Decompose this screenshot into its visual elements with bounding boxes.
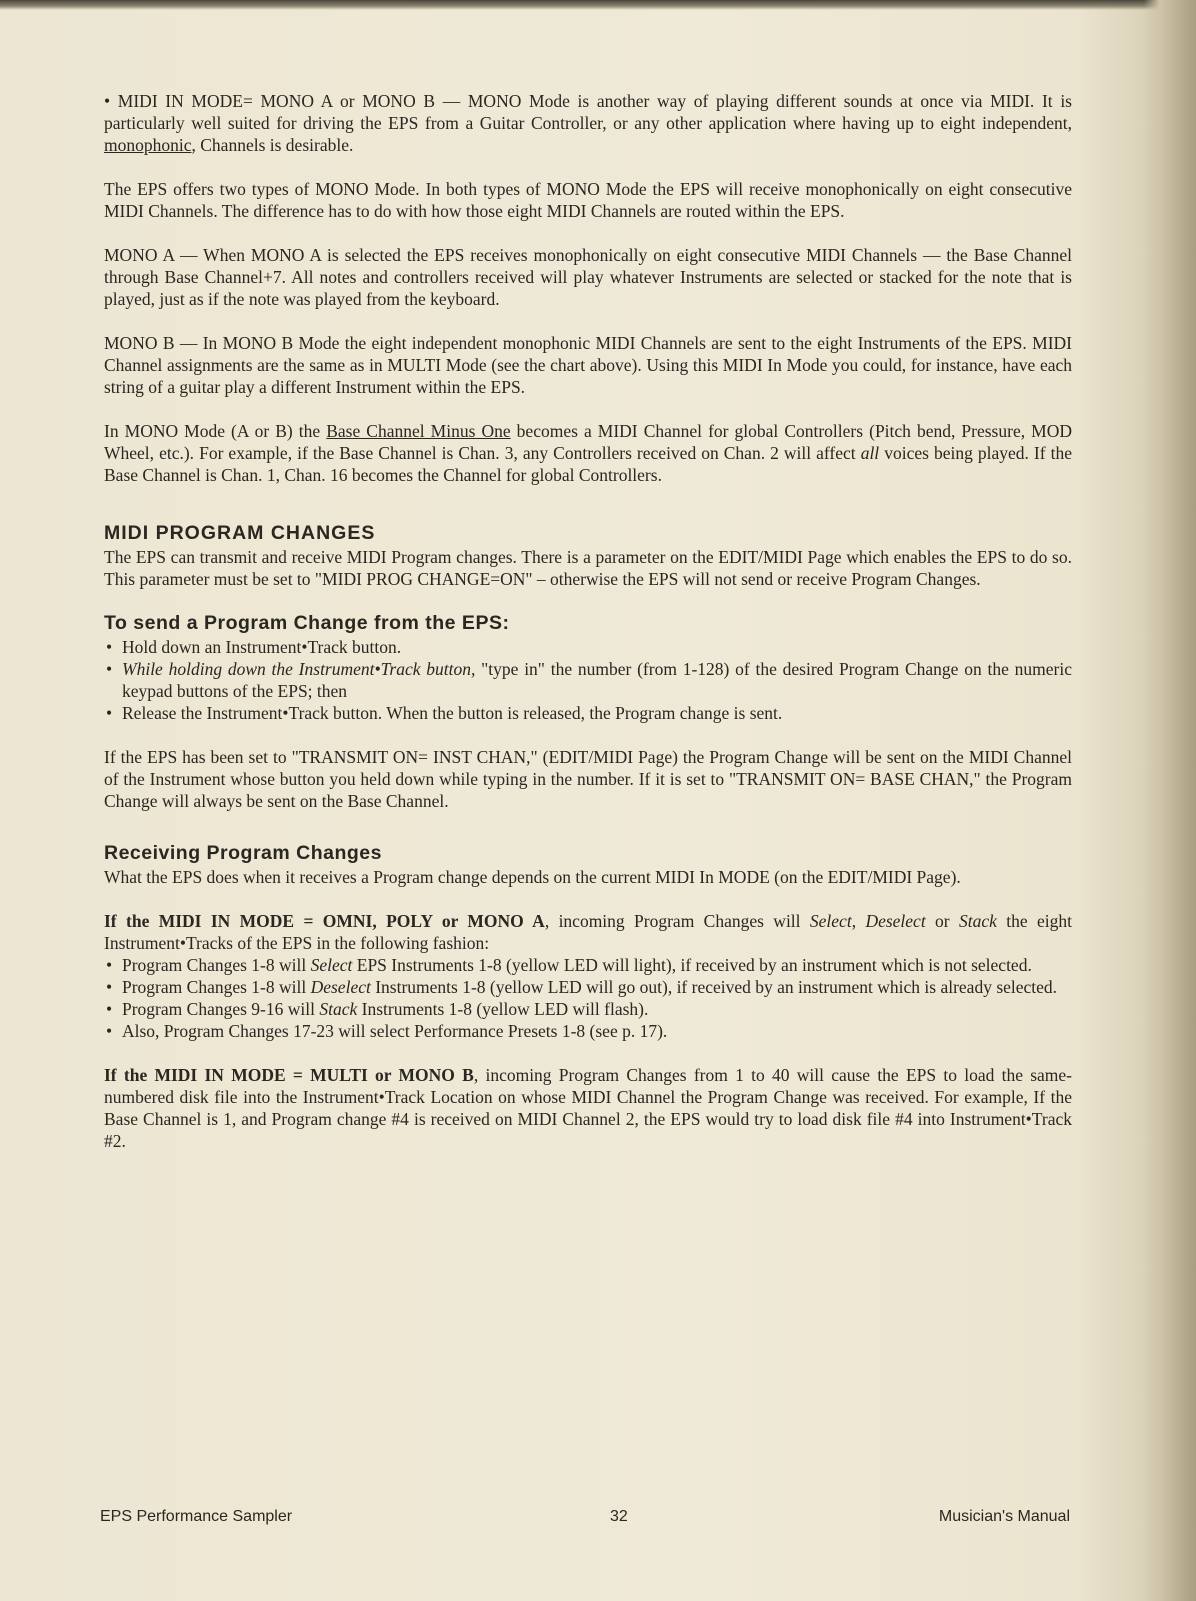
text-span: Program Changes 9-16 will bbox=[122, 999, 320, 1019]
list-item bbox=[104, 658, 1072, 702]
text-span: , Channels is desirable. bbox=[191, 135, 354, 155]
list-item: • Hold down an Instrument•Track button. bbox=[104, 636, 1072, 658]
footer-manual-name: Musician's Manual bbox=[938, 1508, 1070, 1525]
multi-mono-b-paragraph bbox=[104, 1064, 1072, 1152]
mono-types-paragraph: The EPS offers two types of MONO Mode. In both types of MONO Mode the EPS will receive monophonically on eight consecutive MIDI Channels. The difference has to do with how those eight MIDI Channels are routed within the EPS. bbox=[104, 179, 1072, 221]
base-channel-minus-one-underlined: Base Channel Minus One bbox=[326, 421, 511, 441]
text-span: voices being played. If the Base Channel is Chan. 1, Chan. 16 becomes the Channel for global Controllers. bbox=[104, 443, 1072, 485]
mono-b-paragraph: MONO B — In MONO B Mode the eight independent monophonic MIDI Channels are sent to the eight Instruments of the EPS. MIDI Channel assignments are the same as in MULTI Mode (see the chart above). Using this MIDI In Mode you could, for instance, have each string of a guitar play a different Instrument within the EPS. bbox=[104, 333, 1072, 397]
text-span: , incoming Program Changes will bbox=[544, 911, 810, 931]
text-span: If the MIDI IN MODE = MULTI or MONO B bbox=[104, 1065, 474, 1085]
text-span: Instruments 1-8 (yellow LED will flash). bbox=[357, 999, 649, 1019]
send-steps-list bbox=[104, 636, 1072, 724]
book-spine-shadow bbox=[1144, 0, 1196, 1601]
text-span: If the MIDI IN MODE = OMNI, POLY or MONO A bbox=[104, 911, 545, 931]
text-span: Select bbox=[310, 955, 353, 975]
text-span: • MIDI IN MODE= MONO A or MONO B — MONO Mode is another way of playing different sounds at once via MIDI. It is particularly well suited for driving the EPS from a Guitar Controller, or any other application where having up to eight independent, bbox=[104, 91, 1072, 133]
text-span: Select bbox=[809, 911, 852, 931]
text-span: "type in" the number (from 1-128) of the desired Program Change on the numeric keypad buttons of the EPS; then bbox=[122, 659, 1072, 701]
footer-product-name: EPS Performance Sampler bbox=[100, 1508, 293, 1525]
text-span: Instruments 1-8 (yellow LED will go out), if received by an instrument which is already selected. bbox=[370, 977, 1058, 997]
text-span: EPS Instruments 1-8 (yellow LED will light), if received by an instrument which is not selected. bbox=[352, 955, 1032, 975]
text-span: Stack bbox=[959, 911, 997, 931]
text-span: Deselect bbox=[865, 911, 926, 931]
mono-mode-intro bbox=[104, 90, 1072, 156]
text-span: Program Changes 1-8 will bbox=[122, 977, 311, 997]
list-item bbox=[104, 976, 1072, 998]
text-span: Program Changes 1-8 will bbox=[122, 955, 311, 975]
text-span: Stack bbox=[319, 999, 358, 1019]
list-item: • Also, Program Changes 17-23 will select Performance Presets 1-8 (see p. 17). bbox=[104, 1020, 1072, 1042]
receiving-paragraph: What the EPS does when it receives a Program change depends on the current MIDI In MODE (on the EDIT/MIDI Page). bbox=[104, 867, 961, 887]
page-number: 32 bbox=[610, 1508, 628, 1525]
text-span: While holding down the Instrument•Track button, bbox=[122, 659, 476, 679]
program-changes-paragraph: The EPS can transmit and receive MIDI Program changes. There is a parameter on the EDIT/MIDI Page which enables the EPS to do so. This parameter must be set to "MIDI PROG CHANGE=ON" – otherwise the EPS will not send or receive Program Changes. bbox=[104, 547, 1072, 589]
text-span: Deselect bbox=[310, 977, 371, 997]
all-italic: all bbox=[860, 443, 880, 463]
list-item bbox=[104, 998, 1072, 1020]
text-span: the eight Instrument•Tracks of the EPS in the following fashion: bbox=[104, 911, 1073, 953]
midi-program-changes-heading: MIDI PROGRAM CHANGES bbox=[104, 522, 376, 544]
list-item bbox=[104, 954, 1072, 976]
text-span: In MONO Mode (A or B) the bbox=[104, 421, 327, 441]
omni-poly-paragraph bbox=[104, 910, 1072, 954]
page-content bbox=[104, 90, 1072, 1152]
text-span: or bbox=[925, 911, 959, 931]
text-span: , incoming Program Changes from 1 to 40 will cause the EPS to load the same-numbered disk file into the Instrument•Track Location on whose MIDI Channel the Program Change was received. For example, If the Base Channel is 1, and Program change #4 is received on MIDI Channel 2, the EPS would try to load disk file #4 into Instrument•Track #2. bbox=[104, 1065, 1073, 1151]
list-item: • Release the Instrument•Track button. When the button is released, the Program change is sent. bbox=[104, 702, 1072, 724]
text-span: becomes a MIDI Channel for global Controllers (Pitch bend, Pressure, MOD Wheel, etc.). For example, if the Base Channel is Chan. 3, any Controllers received on Chan. 2 will affect bbox=[104, 421, 1072, 463]
receiving-program-changes-heading: Receiving Program Changes bbox=[104, 842, 382, 864]
mono-a-paragraph: MONO A — When MONO A is selected the EPS receives monophonically on eight consecutive MIDI Channels — the Base Channel through Base Channel+7. All notes and controllers received will play whatever Instruments are selected or stacked for the note that is played, just as if the note was played from the keyboard. bbox=[104, 245, 1072, 309]
text-span: , bbox=[851, 911, 866, 931]
page-footer bbox=[100, 1508, 1070, 1532]
receive-rules-list bbox=[104, 954, 1072, 1042]
page-top-shadow bbox=[0, 0, 1196, 10]
monophonic-underlined: monophonic bbox=[104, 135, 192, 155]
send-program-change-heading: To send a Program Change from the EPS: bbox=[104, 612, 510, 634]
transmit-on-paragraph: If the EPS has been set to "TRANSMIT ON= INST CHAN," (EDIT/MIDI Page) the Program Change will be sent on the MIDI Channel of the Instrument whose button you held down while typing in the number. If it is set to "TRANSMIT ON= BASE CHAN," the Program Change will always be sent on the Base Channel. bbox=[104, 747, 1072, 811]
global-controllers-paragraph bbox=[104, 420, 1072, 486]
